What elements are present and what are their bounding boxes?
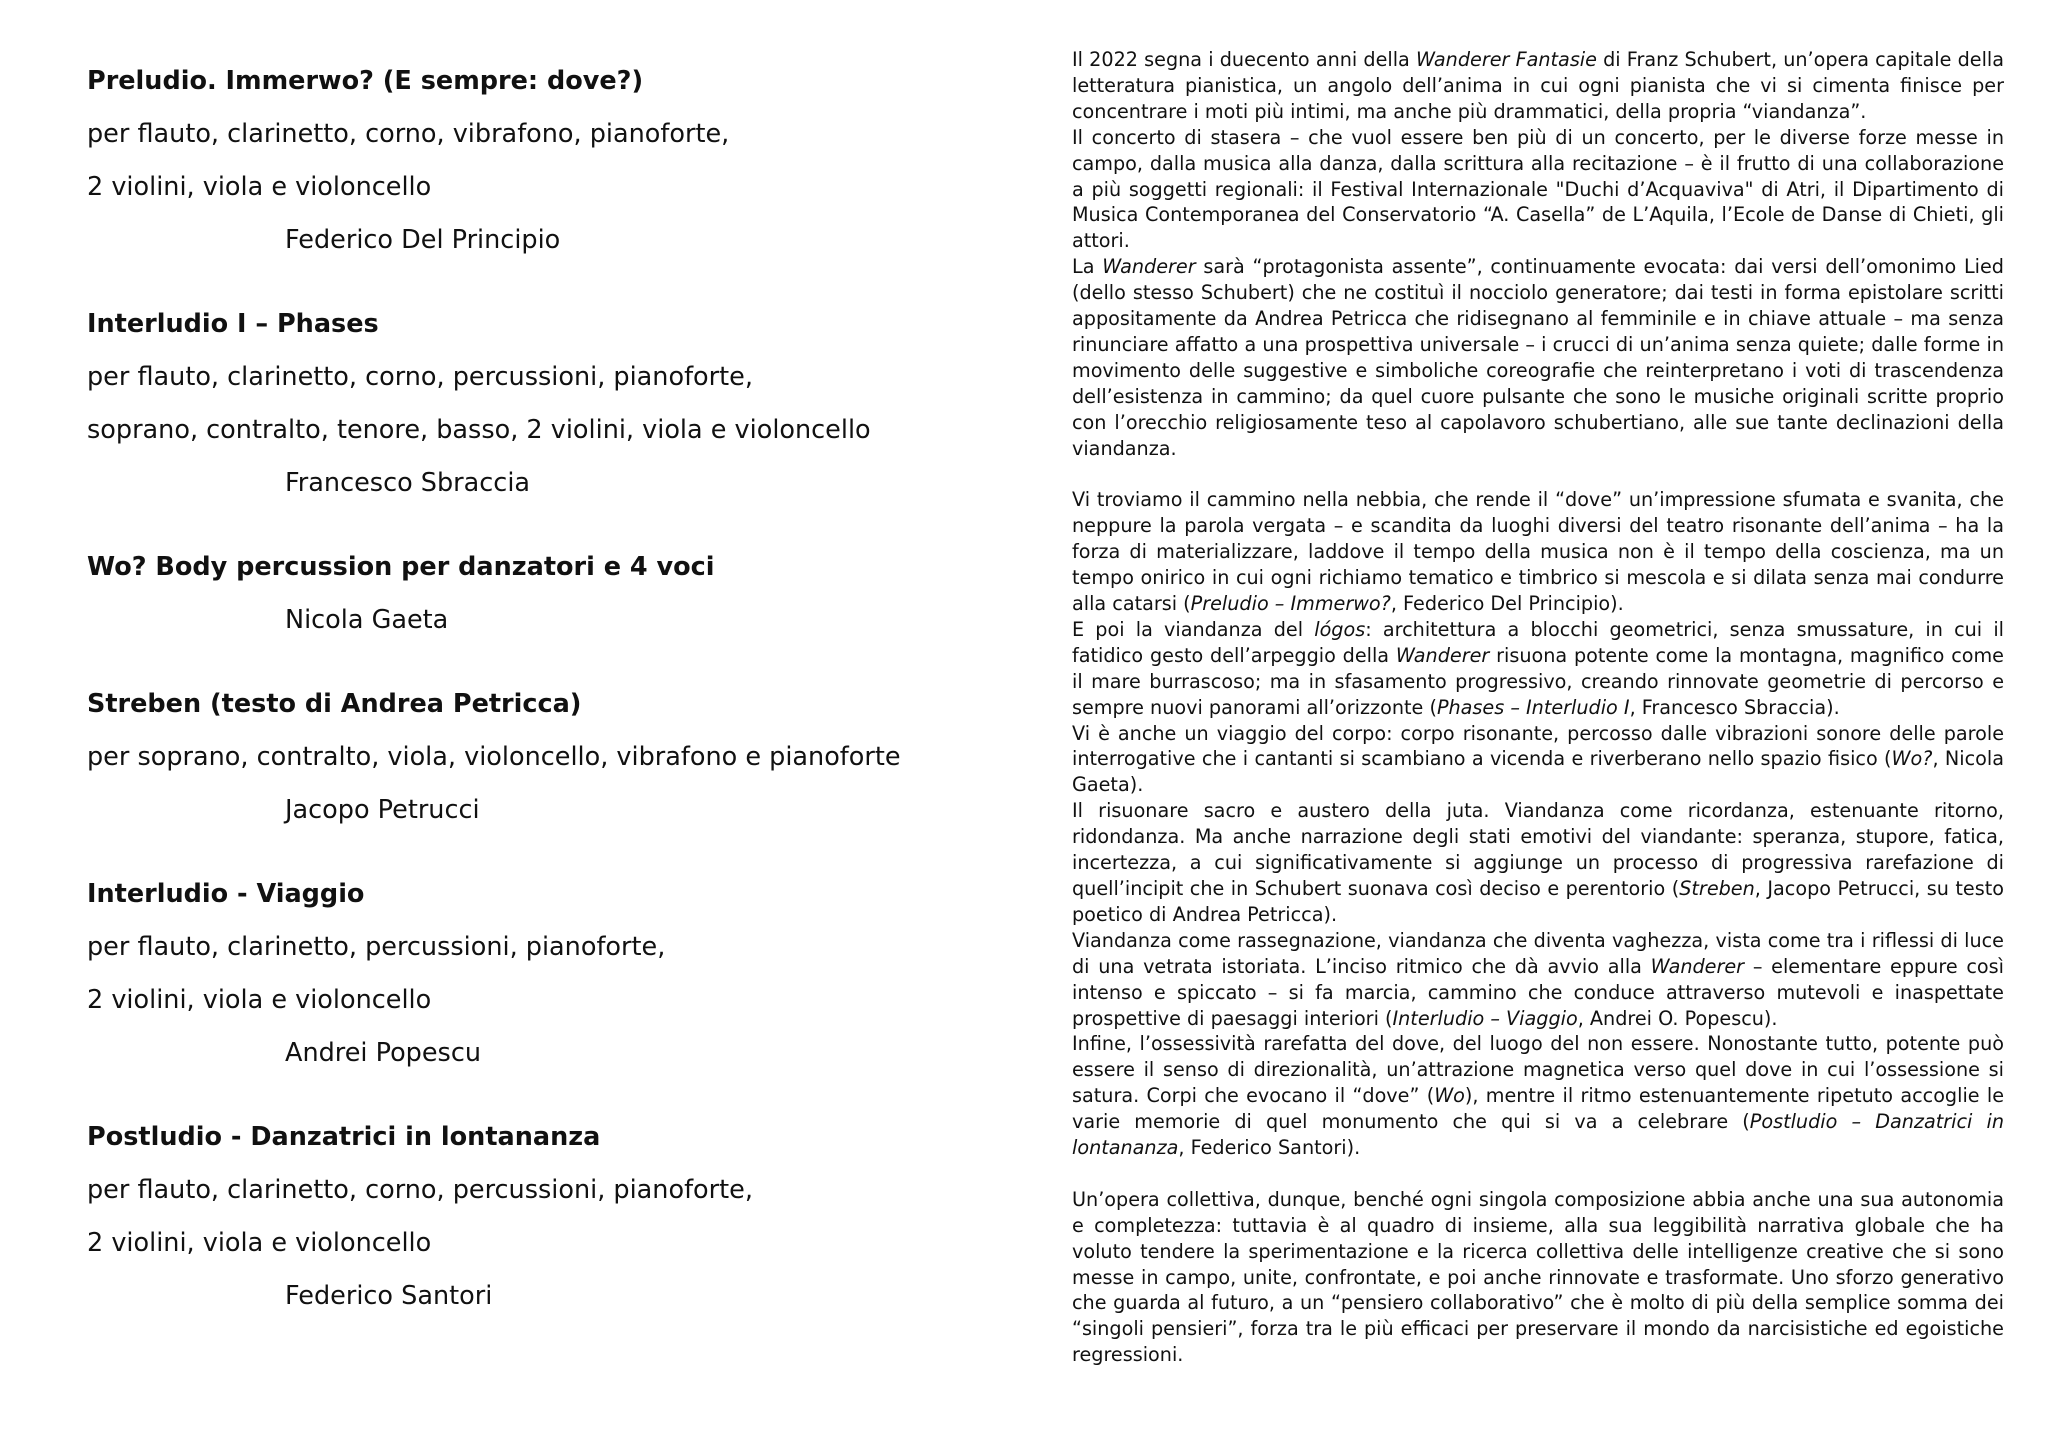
text-run: Vi è anche un viaggio del corpo: corpo risonante, percosso dalle vibrazioni sonore delle parole interrogative che i cantanti si scambiano a vicenda e riverberano nello spazio fisico (	[1072, 721, 2004, 771]
italic-title: Streben	[1679, 876, 1755, 900]
text-run: Il 2022 segna i duecento anni della	[1072, 48, 1416, 71]
piece-scoring: per flauto, clarinetto, percussioni, pianoforte,	[87, 932, 666, 962]
italic-title: Wo?	[1891, 747, 1933, 771]
italic-title: Postludio – Danzatrici in lontananza	[1072, 1110, 2004, 1160]
program-notes	[1072, 47, 2004, 1368]
piece-scoring: per flauto, clarinetto, corno, percussioni, pianoforte,	[87, 1175, 753, 1205]
piece-composer: Federico Santori	[285, 1281, 493, 1311]
piece-scoring: per flauto, clarinetto, corno, vibrafono, pianoforte,	[87, 119, 730, 149]
piece-scoring: 2 violini, viola e violoncello	[87, 985, 432, 1015]
essay-paragraph	[1072, 487, 2004, 617]
text-run: di Franz Schubert, un’opera capitale della letteratura pianistica, un angolo dell’anima in cui ogni pianista che vi si cimenta finisce per concentrare i moti più intimi, ma anche più drammatici, della propria “viandanza”.	[1072, 48, 2004, 123]
text-run: Un’opera collettiva, dunque, benché ogni singola composizione abbia anche una sua autonomia e completezza: tuttavia è al quadro di insieme, alla sua leggibilità narrativa globale che ha voluto tendere la sperimentazione e la ricerca collettiva delle intelligenze creative che si sono messe in campo, unite, confrontate, e poi anche rinnovate e trasformate. Uno sforzo generativo che guarda al futuro, a un “pensiero collaborativo” che è molto di più della semplice somma dei “singoli pensieri”, forza tra le più efficaci per preservare il mondo da narcisistiche ed egoistiche regressioni.	[1072, 1187, 2004, 1367]
program-item	[87, 1120, 1007, 1313]
piece-title: Wo? Body percussion per danzatori e 4 voci	[87, 552, 715, 582]
piece-composer: Francesco Sbraccia	[285, 468, 531, 498]
piece-title: Postludio - Danzatrici in lontananza	[87, 1122, 601, 1152]
text-run: , Federico Del Principio).	[1390, 592, 1624, 616]
program-item	[87, 550, 1007, 637]
piece-composer: Jacopo Petrucci	[285, 795, 480, 825]
italic-title: Wo	[1434, 1084, 1465, 1108]
piece-scoring: 2 violini, viola e violoncello	[87, 1228, 432, 1258]
essay-paragraph	[1072, 125, 2004, 255]
essay-paragraph	[1072, 928, 2004, 1032]
piece-title: Streben (testo di Andrea Petricca)	[87, 689, 582, 719]
text-run: : architettura a blocchi geometrici, senza smussature, in cui il fatidico gesto dell’arpeggio della	[1072, 617, 2004, 667]
essay-paragraph	[1072, 617, 2004, 721]
text-run: , Andrei O. Popescu).	[1577, 1006, 1778, 1030]
text-run: sarà “protagonista assente”, continuamente evocata: dai versi dell’omonimo Lied (dello stesso Schubert) che ne costituì il nocciolo generatore; dai testi in forma epistolare scritti appositamente da Andrea Petricca che ridisegnano al femminile e in chiave attuale – ma senza rinunciare affatto a una prospettiva universale – i crucci di un’anima senza quiete; dalle forme in movimento delle suggestive e simboliche coreografie che reinterpretano i voti di trascendenza dell’esistenza in cammino; da quel cuore pulsante che sono le musiche originali scritte proprio con l’orecchio religiosamente teso al capolavoro schubertiano, alle sue tante declinazioni della viandanza.	[1072, 255, 2004, 460]
program-item	[87, 687, 1007, 827]
text-run: Il concerto di stasera – che vuol essere ben più di un concerto, per le diverse forze messe in campo, dalla musica alla danza, dalla scrittura alla recitazione – è il frutto di una collaborazione a più soggetti regionali: il Festival Internazionale "Duchi d’Acquaviva" di Atri, il Dipartimento di Musica Contemporanea del Conservatorio “A. Casella” de L’Aquila, l’Ecole de Danse di Chieti, gli attori.	[1072, 125, 2004, 253]
text-run: , Francesco Sbraccia).	[1629, 695, 1840, 719]
program-list	[87, 64, 1007, 1363]
piece-title: Preludio. Immerwo? (E sempre: dove?)	[87, 66, 644, 96]
piece-scoring: per flauto, clarinetto, corno, percussioni, pianoforte,	[87, 362, 753, 392]
piece-composer: Nicola Gaeta	[285, 605, 449, 635]
text-run: , Nicola Gaeta).	[1072, 747, 2004, 797]
italic-title: Wanderer Fantasie	[1416, 48, 1597, 71]
italic-title: Preludio – Immerwo?	[1190, 592, 1391, 616]
program-item	[87, 64, 1007, 257]
piece-scoring: soprano, contralto, tenore, basso, 2 violini, viola e violoncello	[87, 415, 871, 445]
text-run: Viandanza come rassegnazione, viandanza che diventa vaghezza, vista come tra i riflessi di luce di una vetrata istoriata. L’inciso ritmico che dà avvio alla	[1072, 928, 2004, 978]
text-run: risuona potente come la montagna, magnifico come il mare burrascoso; ma in sfasamento progressivo, creando rinnovate geometrie di percorso e sempre nuovi panorami all’orizzonte (	[1072, 643, 2004, 719]
italic-title: Wanderer	[1102, 255, 1196, 279]
piece-composer: Federico Del Principio	[285, 225, 561, 255]
text-run: Vi troviamo il cammino nella nebbia, che rende il “dove” un’impressione sfumata e svanita, che neppure la parola vergata – e scandita da luoghi diversi del teatro risonante dell’anima – ha la forza di materializzare, laddove il tempo della musica non è il tempo della coscienza, ma un tempo onirico in cui ogni richiamo tematico e timbrico si mescola e si dilata senza mai condurre alla catarsi (	[1072, 488, 2004, 616]
piece-scoring: 2 violini, viola e violoncello	[87, 172, 432, 202]
italic-title: Wanderer	[1395, 643, 1490, 667]
text-run: , Jacopo Petrucci, su testo poetico di Andrea Petricca).	[1072, 876, 2004, 926]
text-run: E poi la viandanza del	[1072, 617, 1315, 641]
piece-title: Interludio - Viaggio	[87, 879, 365, 909]
italic-title: Phases – Interludio I	[1436, 695, 1630, 719]
text-run: Il risuonare sacro e austero della juta. Viandanza come ricordanza, estenuante ritorno, ridondanza. Ma anche narrazione degli stati emotivi del viandante: speranza, stupore, fatica, incertezza, a cui significativamente si aggiunge un processo di progressiva rarefazione di quell’incipit che in Schubert suonava così deciso e perentorio (	[1072, 799, 2004, 900]
essay-paragraph	[1072, 47, 2004, 125]
piece-composer: Andrei Popescu	[285, 1038, 482, 1068]
italic-title: Interludio – Viaggio	[1392, 1006, 1578, 1030]
italic-title: Wanderer	[1650, 954, 1745, 978]
essay-paragraph	[1072, 254, 2004, 461]
text-run: La	[1072, 255, 1103, 279]
program-item	[87, 307, 1007, 500]
essay-paragraph	[1072, 721, 2004, 799]
piece-scoring: per soprano, contralto, viola, violoncello, vibrafono e pianoforte	[87, 742, 901, 772]
essay-paragraph	[1072, 798, 2004, 928]
text-run: , Federico Santori).	[1178, 1136, 1361, 1160]
essay-paragraph	[1072, 1031, 2004, 1161]
text-run: – elementare eppure così intenso e spiccato – si fa marcia, cammino che conduce attraverso mutevoli e inaspettate prospettive di paesaggi interiori (	[1072, 954, 2004, 1030]
italic-title: lógos	[1314, 617, 1366, 641]
program-item	[87, 877, 1007, 1070]
essay-paragraph	[1072, 1187, 2004, 1368]
text-run: ), mentre il ritmo estenuantemente ripetuto accoglie le varie memorie di quel monumento che qui si va a celebrare (	[1072, 1084, 2005, 1134]
piece-title: Interludio I – Phases	[87, 309, 379, 339]
text-run: Infine, l’ossessività rarefatta del dove, del luogo del non essere. Nonostante tutto, potente può essere il senso di direzionalità, un’attrazione magnetica verso quel dove in cui l’ossessione si satura. Corpi che evocano il “dove” (	[1072, 1032, 2004, 1108]
